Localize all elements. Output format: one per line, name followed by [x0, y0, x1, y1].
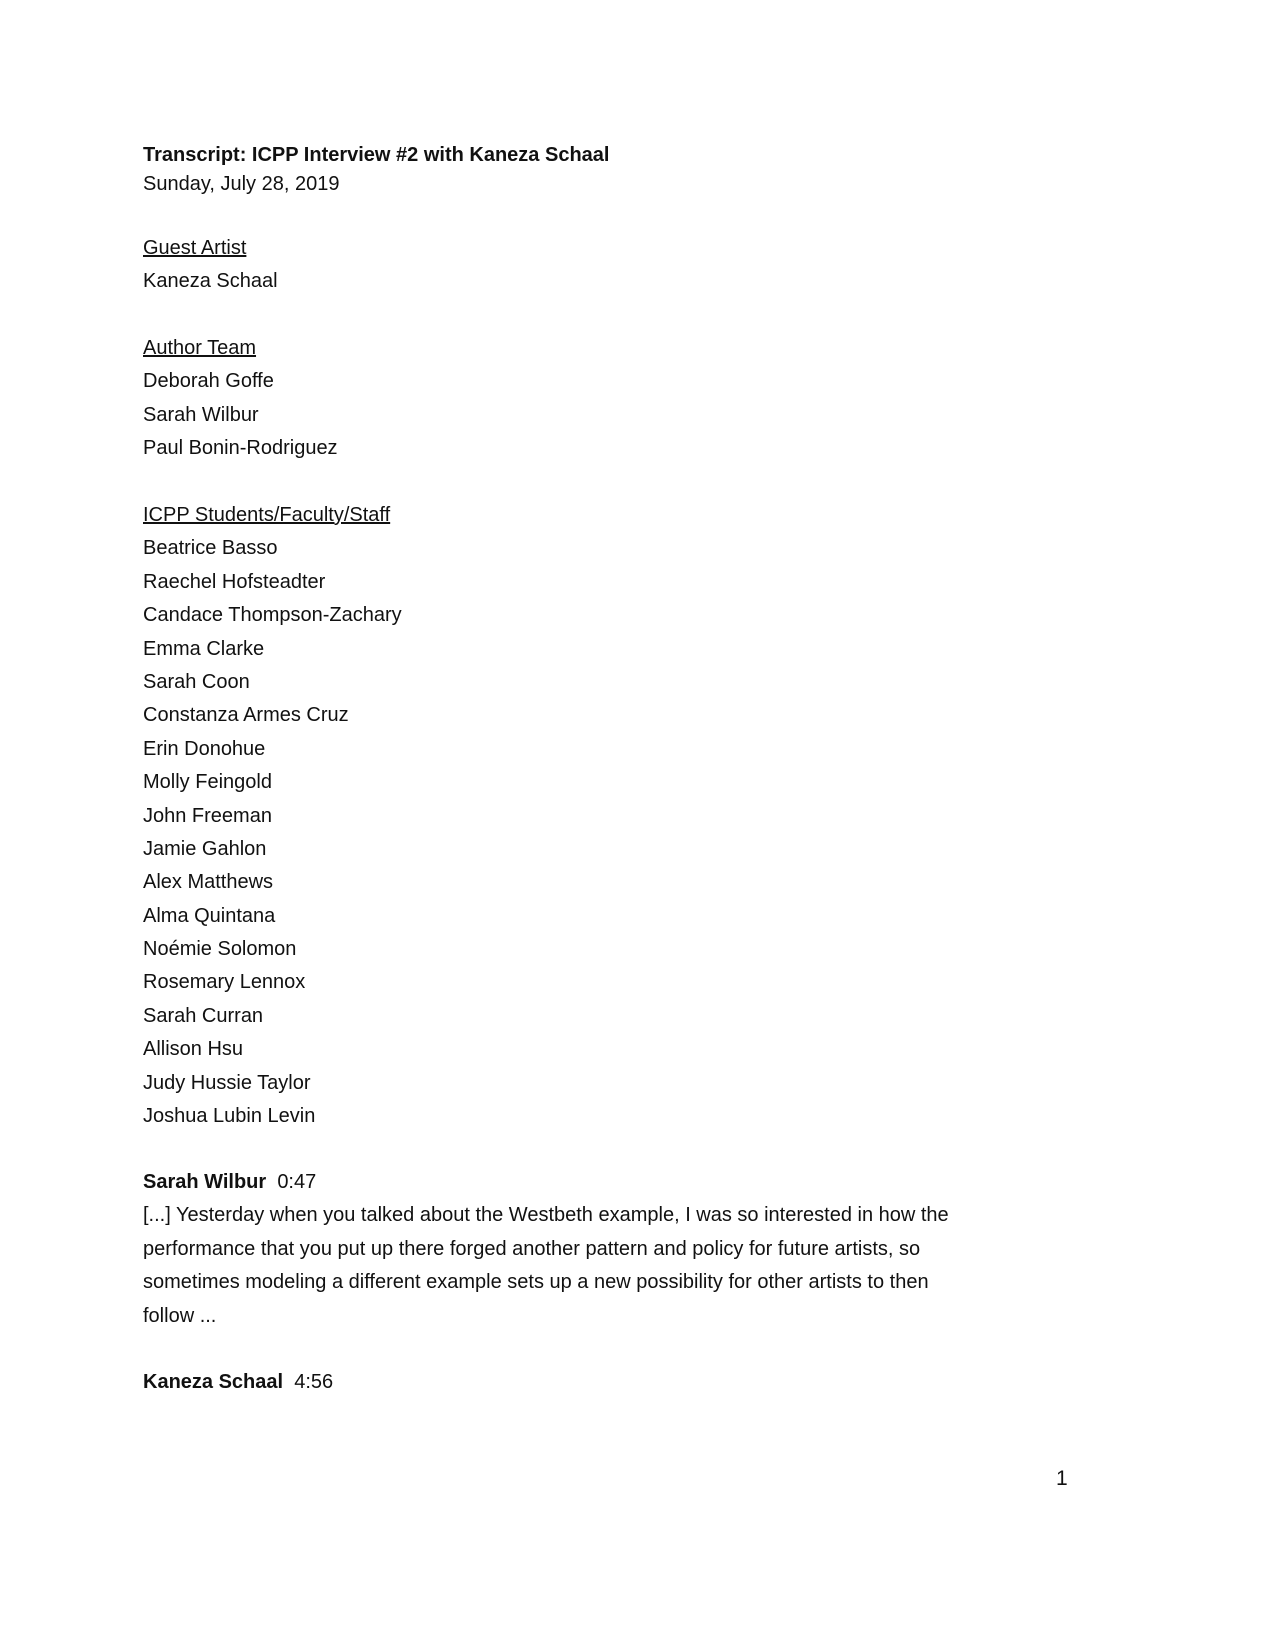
icpp-section	[143, 499, 402, 1128]
document-date: Sunday, July 28, 2019	[143, 173, 340, 195]
author-team-section	[143, 332, 338, 466]
name: Noémie Solomon	[143, 938, 297, 961]
section-heading: ICPP Students/Faculty/Staff	[143, 504, 391, 526]
section-heading: Author Team	[143, 337, 257, 359]
guest-artist-section	[143, 232, 278, 299]
transcript-entry	[143, 1366, 333, 1399]
timestamp: 4:56	[294, 1371, 334, 1393]
page-number: 1	[1056, 1467, 1068, 1490]
name: Emma Clarke	[143, 637, 265, 660]
name: Erin Donohue	[143, 737, 266, 760]
name: Sarah Coon	[143, 670, 250, 693]
name: Raechel Hofsteadter	[143, 570, 326, 593]
name: Sarah Wilbur	[143, 403, 259, 426]
name: Sarah Curran	[143, 1004, 264, 1027]
document-title: Transcript: ICPP Interview #2 with Kaneza Schaal	[143, 144, 610, 166]
speaker-name: Sarah Wilbur	[143, 1171, 267, 1193]
name: Rosemary Lennox	[143, 971, 306, 994]
name: Candace Thompson-Zachary	[143, 604, 402, 627]
name: Jamie Gahlon	[143, 837, 267, 860]
name: Judy Hussie Taylor	[143, 1071, 311, 1094]
transcript-line: [...] Yesterday when you talked about the Westbeth example, I was so interested in how the	[143, 1204, 949, 1227]
name: John Freeman	[143, 804, 272, 827]
name: Deborah Goffe	[143, 370, 274, 393]
header	[143, 141, 609, 199]
transcript-line: follow ...	[143, 1304, 217, 1327]
name: Constanza Armes Cruz	[143, 704, 349, 727]
name: Alma Quintana	[143, 904, 276, 927]
transcript-entry	[143, 1166, 949, 1333]
timestamp: 0:47	[277, 1171, 317, 1193]
name: Beatrice Basso	[143, 537, 278, 560]
name: Joshua Lubin Levin	[143, 1105, 316, 1128]
name: Molly Feingold	[143, 771, 272, 794]
speaker-name: Kaneza Schaal	[143, 1371, 284, 1393]
name: Allison Hsu	[143, 1038, 244, 1061]
section-heading: Guest Artist	[143, 237, 247, 259]
name: Alex Matthews	[143, 871, 274, 894]
name: Kaneza Schaal	[143, 270, 278, 293]
transcript-line: performance that you put up there forged another pattern and policy for future artists, so	[143, 1237, 921, 1260]
name: Paul Bonin-Rodriguez	[143, 437, 338, 460]
transcript-line: sometimes modeling a different example sets up a new possibility for other artists to then	[143, 1271, 929, 1294]
